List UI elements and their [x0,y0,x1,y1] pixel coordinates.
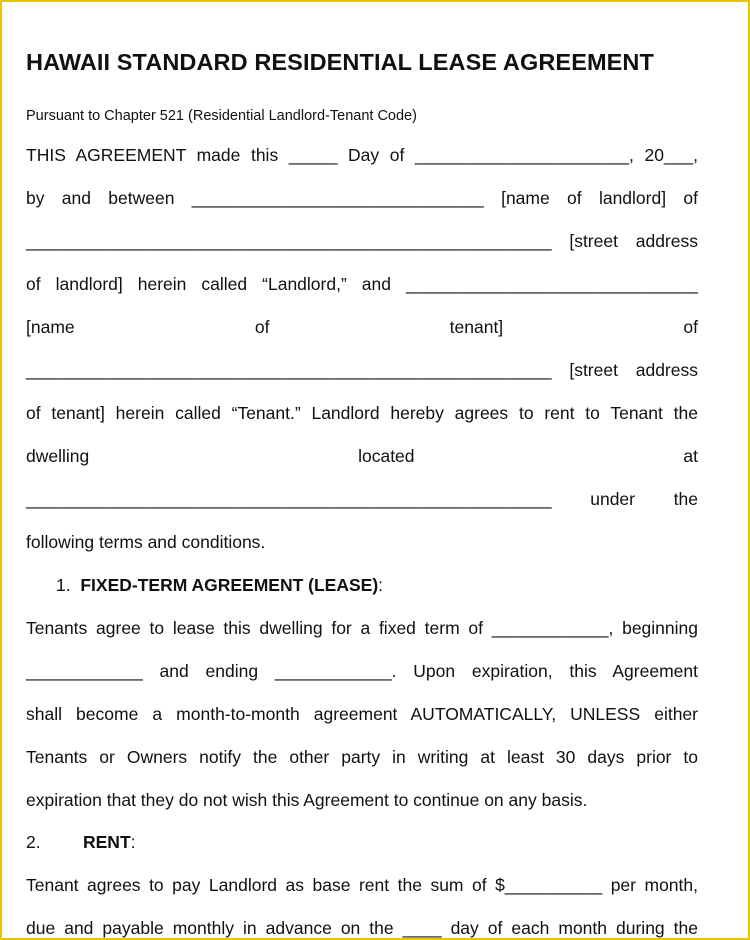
section-2-line: Tenant agrees to pay Landlord as base rent the sum of $__________ per month, [26,875,698,895]
section-suffix: : [130,832,136,852]
section-suffix: : [378,575,384,595]
section-1-line: ____________ and ending ____________. Upon expiration, this Agreement [26,661,698,681]
section-title: RENT [83,832,131,852]
agreement-line-4: of landlord] herein called “Landlord,” and ______________________________ [26,274,698,294]
agreement-line-7: of tenant] herein called “Tenant.” Landlord hereby agrees to rent to Tenant the [26,403,698,423]
section-1-heading [26,574,698,596]
section-2-line: due and payable monthly in advance on the ____ day of each month during the [26,918,698,938]
agreement-line-3: ______________________________________________________ [street address [26,231,698,251]
section-title: FIXED-TERM AGREEMENT (LEASE) [80,575,379,595]
agreement-line-6: ______________________________________________________ [street address [26,360,698,380]
agreement-line-8 [26,445,698,467]
agreement-line-9 [26,488,698,510]
section-number: 1. [56,575,71,595]
word: the [673,489,698,509]
agreement-line-2: by and between ______________________________ [name of landlord] of [26,188,698,208]
section-1-line: shall become a month-to-month agreement AUTOMATICALLY, UNLESS either [26,704,698,724]
word: at [683,446,698,466]
word: ______________________________________________________ [26,489,552,509]
word: of [254,317,270,337]
word: tenant] [449,317,504,337]
word: [name [26,317,75,337]
section-number: 2. [26,832,41,852]
word: located [358,446,415,466]
agreement-line-10: following terms and conditions. [26,532,266,552]
agreement-line-1: THIS AGREEMENT made this _____ Day of ______________________, 20___, [26,145,698,165]
section-1-line: Tenants or Owners notify the other party in writing at least 30 days prior to [26,747,698,767]
section-1-line: Tenants agree to lease this dwelling for a fixed term of ____________, beginning [26,618,698,638]
word: of [683,317,698,337]
document-title: HAWAII STANDARD RESIDENTIAL LEASE AGREEMENT [26,49,654,75]
word: dwelling [26,446,90,466]
word: under [590,489,635,509]
section-2-heading [26,831,698,853]
section-1-line: expiration that they do not wish this Agreement to continue on any basis. [26,790,588,810]
document-subtitle: Pursuant to Chapter 521 (Residential Landlord-Tenant Code) [26,108,417,124]
agreement-line-5 [26,316,698,338]
